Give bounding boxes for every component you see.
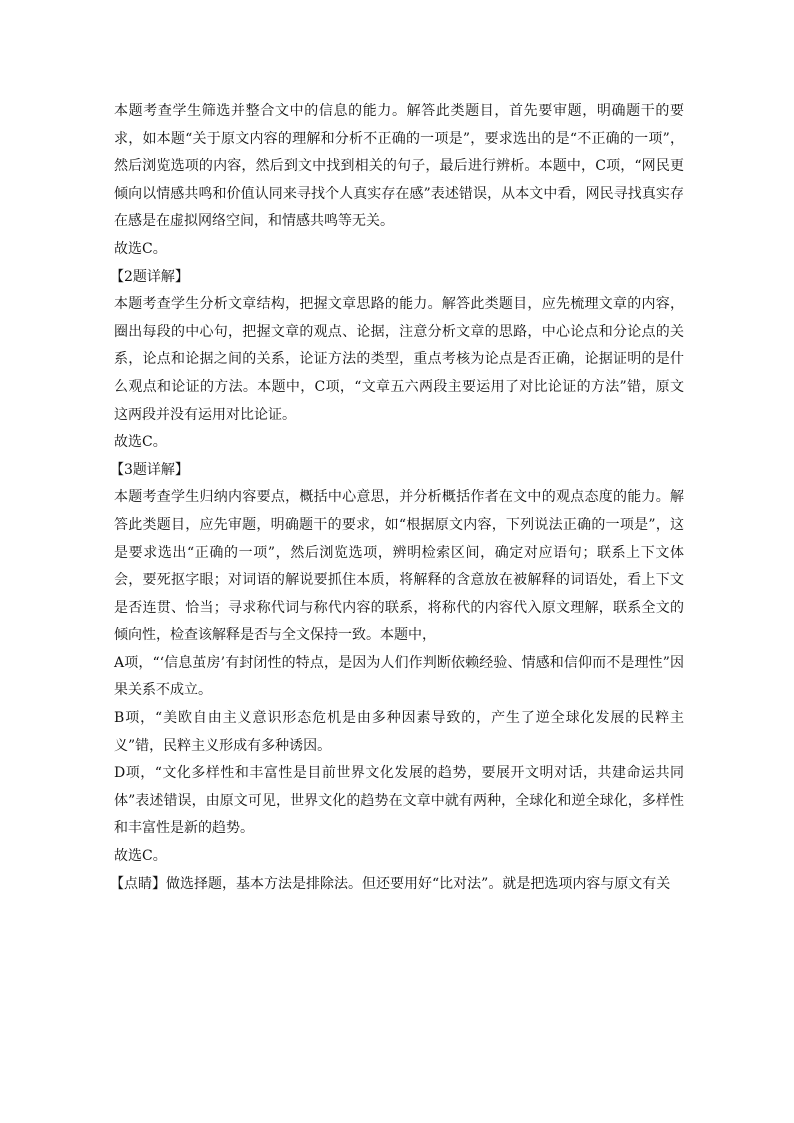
section3-option-a: A项，“‘信息茧房’有封闭性的特点，是因为人们作判断依赖经验、情感和信仰而不是理性”因果关系不成立。 (114, 654, 684, 699)
section3-paragraph: 本题考查学生归纳内容要点，概括中心意思，并分析概括作者在文中的观点态度的能力。解答此类题目，应先审题，明确题干的要求，如“根据原文内容，下列说法正确的一项是”，这是要求选出“正确的一项”，然后浏览选项，辨明检索区间，确定对应语句；联系上下文体会，要死抠字眼；对词语的解说要抓住本质，将解释的含意放在被解释的词语处，看上下文是否连贯、恰当；寻求称代词与称代内容的联系，将称代的内容代入原文理解，联系全文的倾向性，检查该解释是否与全文保持一致。本题中， (114, 489, 684, 644)
section3-heading: 【3题详解】 (110, 461, 189, 478)
tip-paragraph: 【点睛】做选择题，基本方法是排除法。但还要用好“比对法”。就是把选项内容与原文有关 (110, 875, 671, 892)
section2-heading: 【2题详解】 (110, 268, 189, 285)
section3-option-d: D项，“文化多样性和丰富性是目前世界文化发展的趋势，要展开文明对话，共建命运共同体”表述错误，由原文可见，世界文化的趋势在文章中就有两种，全球化和逆全球化，多样性和丰富性是新的趋势。 (114, 765, 684, 837)
section3-conclusion: 故选C。 (114, 848, 167, 865)
section1-conclusion: 故选C。 (114, 240, 167, 257)
section3-option-b: B项，“美欧自由主义意识形态危机是由多种因素导致的，产生了逆全球化发展的民粹主义”错，民粹主义形成有多种诱因。 (114, 710, 684, 754)
section2-conclusion: 故选C。 (114, 434, 167, 451)
section1-paragraph: 本题考查学生筛选并整合文中的信息的能力。解答此类题目，首先要审题，明确题干的要求，如本题“关于原文内容的理解和分析不正确的一项是”，要求选出的是“不正确的一项”，然后浏览选项的内容，然后到文中找到相关的句子，最后进行辨析。本题中，C项，“网民更倾向以情感共鸣和价值认同来寻找个人真实存在感”表述错误，从本文中看，网民寻找真实存在感是在虚拟网络空间，和情感共鸣等无关。 (114, 103, 684, 230)
section2-paragraph: 本题考查学生分析文章结构，把握文章思路的能力。解答此类题目，应先梳理文章的内容，圈出每段的中心句，把握文章的观点、论据，注意分析文章的思路，中心论点和分论点的关系，论点和论据之间的关系，论证方法的类型，重点考核为论点是否正确，论据证明的是什么观点和论证的方法。本题中，C项，“文章五六两段主要运用了对比论证的方法”错，原文这两段并没有运用对比论证。 (114, 296, 684, 423)
